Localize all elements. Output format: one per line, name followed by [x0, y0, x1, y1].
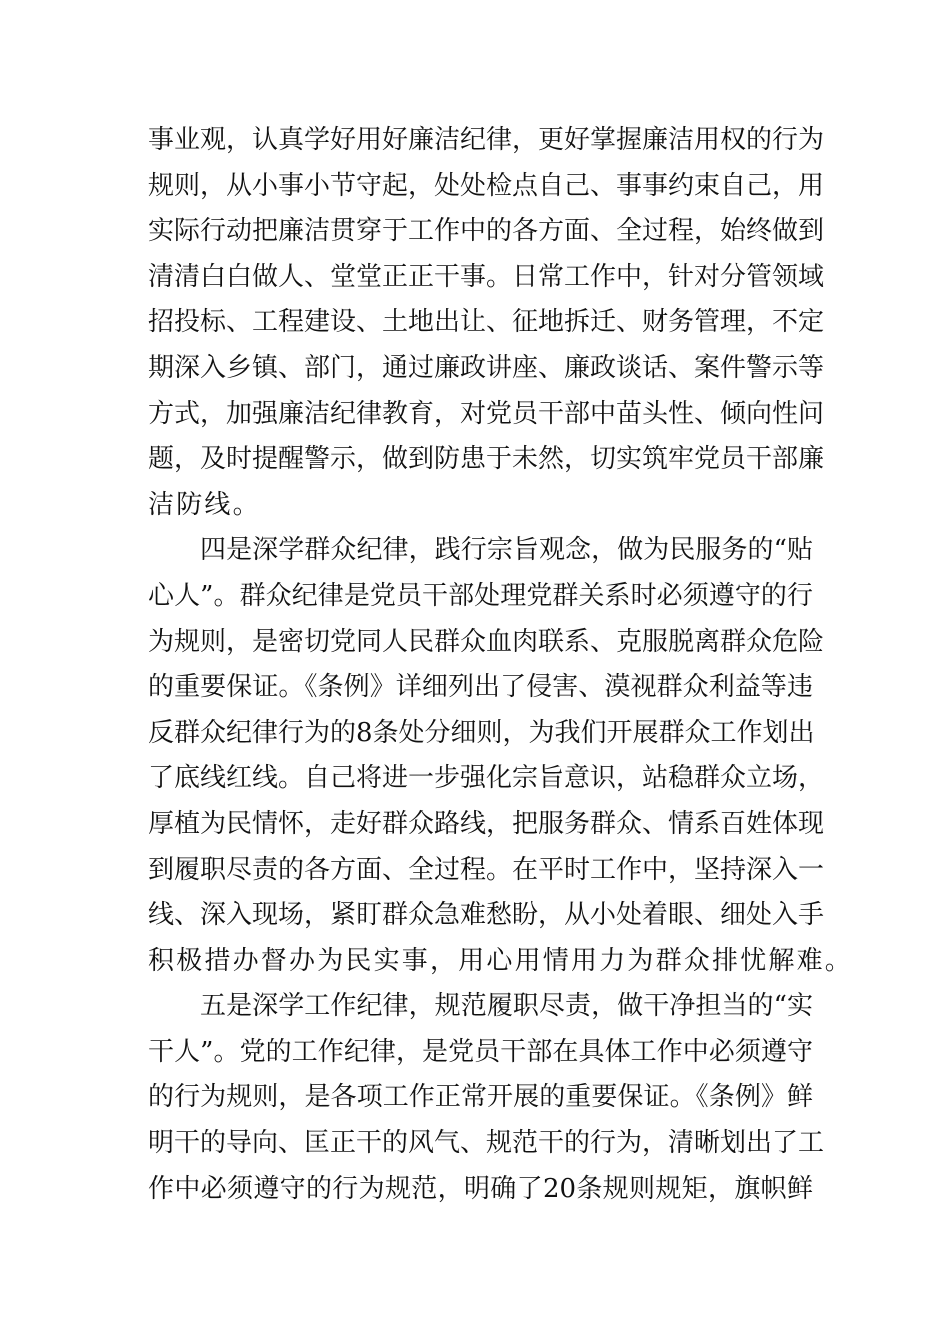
- paragraph-2: [148, 528, 854, 984]
- text-line: 五是深学工作纪律，规范履职尽责，做干净担当的“实: [200, 991, 813, 1022]
- text-line: 四是深学群众纪律，践行宗旨观念，做为民服务的“贴: [200, 535, 813, 566]
- text-line: 规则，从小事小节守起，处处检点自己、事事约束自己，用: [148, 170, 825, 201]
- paragraph-3: [148, 984, 825, 1212]
- text-line: 洁防线。: [148, 489, 261, 520]
- text-line: 招投标、工程建设、土地出让、征地拆迁、财务管理，不定: [148, 307, 825, 338]
- text-line: 干人”。党的工作纪律，是党员干部在具体工作中必须遵守: [148, 1036, 813, 1067]
- text-line: 期深入乡镇、部门，通过廉政讲座、廉政谈话、案件警示等: [148, 352, 825, 383]
- document-body: [148, 118, 854, 1212]
- text-line: 清清白白做人、堂堂正正干事。日常工作中，针对分管领域: [148, 261, 825, 292]
- text-line: 的行为规则，是各项工作正常开展的重要保证。《条例》鲜: [148, 1082, 813, 1113]
- text-line: 作中必须遵守的行为规范，明确了20条规则规矩，旗帜鲜: [148, 1173, 813, 1204]
- paragraph-1: [148, 118, 825, 528]
- text-line: 到履职尽责的各方面、全过程。在平时工作中，坚持深入一: [148, 854, 825, 885]
- text-line: 明干的导向、匡正干的风气、规范干的行为，清晰划出了工: [148, 1128, 825, 1159]
- text-line: 了底线红线。自己将进一步强化宗旨意识，站稳群众立场，: [148, 763, 825, 794]
- text-line: 实际行动把廉洁贯穿于工作中的各方面、全过程，始终做到: [148, 216, 825, 247]
- text-line: 线、深入现场，紧盯群众急难愁盼，从小处着眼、细处入手: [148, 900, 825, 931]
- text-line: 为规则，是密切党同人民群众血肉联系、克服脱离群众危险: [148, 626, 825, 657]
- text-line: 积极措办督办为民实事，用心用情用力为群众排忧解难。: [148, 945, 854, 976]
- text-line: 事业观，认真学好用好廉洁纪律，更好掌握廉洁用权的行为: [148, 125, 825, 155]
- text-line: 心人”。群众纪律是党员干部处理党群关系时必须遵守的行: [148, 580, 813, 611]
- text-line: 题，及时提醒警示，做到防患于未然，切实筑牢党员干部廉: [148, 444, 825, 475]
- text-line: 的重要保证。《条例》详细列出了侵害、漠视群众利益等违: [148, 672, 813, 703]
- text-line: 方式，加强廉洁纪律教育，对党员干部中苗头性、倾向性问: [148, 398, 825, 429]
- text-line: 反群众纪律行为的8条处分细则，为我们开展群众工作划出: [148, 717, 815, 748]
- text-line: 厚植为民情怀，走好群众路线，把服务群众、情系百姓体现: [148, 808, 825, 839]
